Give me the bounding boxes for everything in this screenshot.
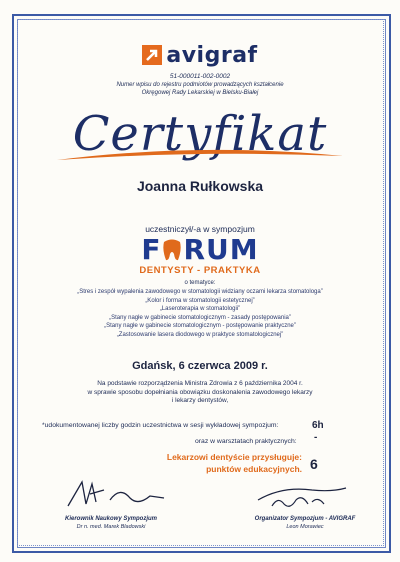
- lecture-hours-label: *udokumentowanej liczby godzin uczestnictwa w sesji wykładowej sympozjum:: [42, 422, 279, 429]
- topic-item: „Stany nagłe w gabinecie stomatologicznym - postępowanie praktyczne”: [104, 323, 296, 329]
- workshop-hours-label: oraz w warsztatach praktycznych:: [195, 438, 297, 445]
- registry-description: [0, 81, 400, 97]
- legal-line: w sprawie sposobu dopełniania obowiązku doskonalenia zawodowego lekarzy: [87, 388, 313, 396]
- left-signatory-name: Dr n. med. Marek Bladowski: [76, 524, 146, 530]
- right-signatory-role: Organizator Sympozjum - AVIGRAF: [254, 516, 356, 522]
- topic-item: „Laseroterapia w stomatologii”: [159, 306, 241, 312]
- lecture-hours-value: 6h: [312, 420, 324, 431]
- logo-brand: avigraf: [166, 42, 258, 68]
- tooth-icon: [161, 238, 183, 262]
- right-signature-icon: [252, 478, 352, 516]
- points-line-2: punktów edukacyjnych.: [206, 464, 302, 474]
- workshop-hours-value: -: [314, 432, 318, 443]
- recipient-name: Joanna Rułkowska: [136, 178, 264, 194]
- topic-item: „Stres i zespół wypalenia zawodowego w stomatologii widziany oczami lekarza stomatologa”: [77, 289, 323, 295]
- avigraf-logo: [0, 40, 400, 70]
- title-swoosh: [55, 146, 345, 164]
- registry-line-1: Numer wpisu do rejestru podmiotów prowadzących kształcenie: [116, 82, 284, 88]
- forum-letters-rum: RUM: [183, 233, 259, 266]
- legal-line: i lekarzy dentystów,: [171, 397, 229, 404]
- forum-logo: [0, 233, 400, 266]
- topics-list: [0, 288, 400, 339]
- topic-item: „Stany nagłe w gabinecie stomatologicznym - zasady postępowania”: [109, 314, 291, 321]
- certificate-title: Certyfikat: [72, 106, 328, 162]
- forum-letter-f: F: [141, 233, 162, 266]
- registry-id: 51-000011-002-0002: [169, 73, 231, 80]
- place-date: Gdańsk, 6 czerwca 2009 r.: [132, 360, 268, 372]
- forum-subtitle: DENTYSTY - PRAKTYKA: [139, 265, 261, 276]
- left-signatory-role: Kierownik Naukowy Sympozjum: [64, 516, 158, 522]
- participation-text: uczestniczył/-a w sympozjum: [145, 224, 255, 234]
- arrow-logo-icon: [142, 45, 162, 65]
- legal-basis: [0, 380, 400, 406]
- registry-line-2: Okręgowej Rady Lekarskiej w Bielsku-Białej: [141, 90, 259, 96]
- points-line-1: Lekarzowi dentyście przysługuje:: [166, 452, 302, 462]
- topic-item: „Zastosowanie lasera diodowego w praktyce stomatologicznej”: [116, 331, 284, 338]
- left-signature-icon: [60, 476, 170, 516]
- topics-label: o tematyce:: [184, 280, 216, 286]
- legal-line: Na podstawie rozporządzenia Ministra Zdrowia z 6 października 2004 r.: [97, 380, 303, 387]
- topic-item: „Kolor i forma w stomatologii estetycznej”: [145, 297, 255, 304]
- right-signatory-name: Leon Morawiec: [286, 524, 324, 530]
- points-value: 6: [310, 456, 318, 472]
